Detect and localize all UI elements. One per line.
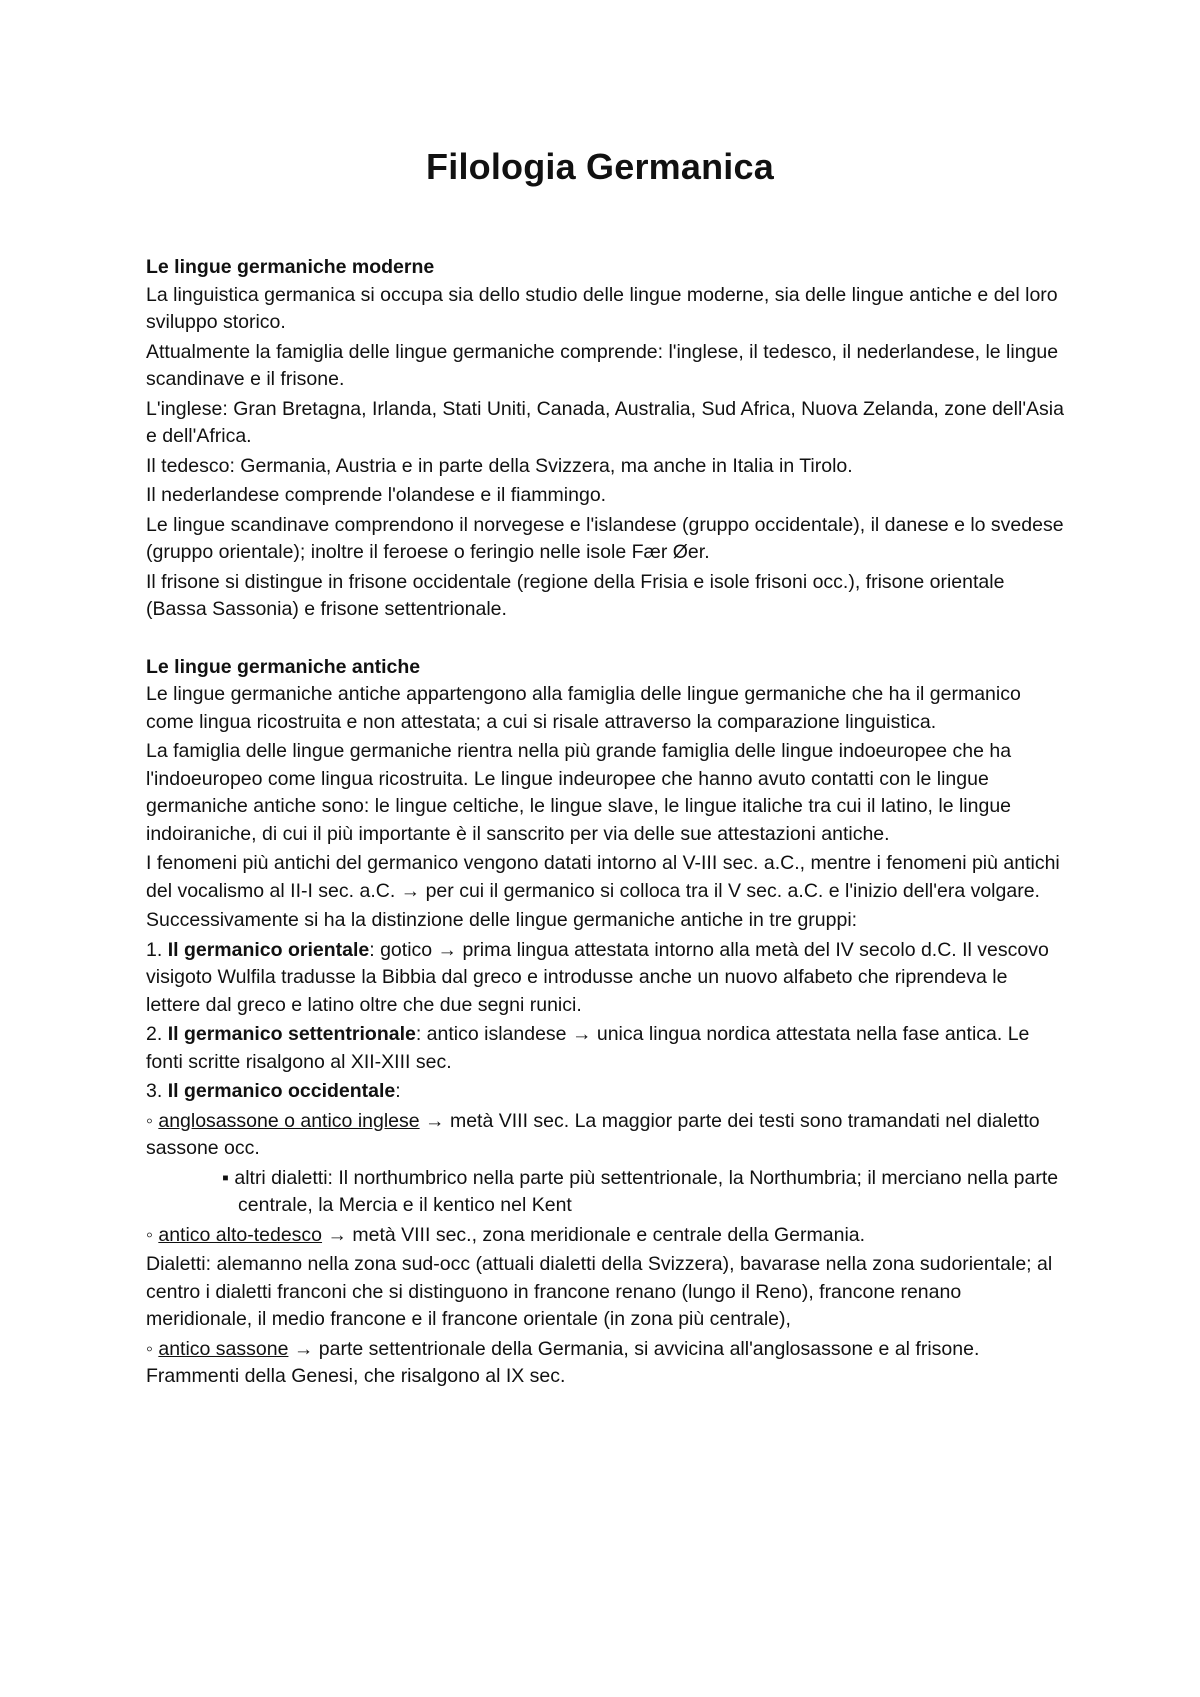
group-description: : antico islandese → unica lingua nordica attestata nella fase antica. Le fonti scritte risalgono al XII-XIII sec. bbox=[146, 1023, 1030, 1073]
paragraph: Le lingue germaniche antiche appartengono alla famiglia delle lingue germaniche che ha il germanico come lingua ricostruita e non attestata; a cui si risale attraverso la comparazione linguistica. bbox=[146, 683, 1021, 733]
dialects-description: altri dialetti: Il northumbrico nella parte più settentrionale, la Northumbria; il merciano nella parte centrale, la Mercia e il kentico nel Kent bbox=[234, 1166, 1059, 1216]
bullet-icon: ◦ bbox=[146, 1337, 159, 1360]
list-number: 3. bbox=[146, 1080, 168, 1102]
bullet-icon: ◦ bbox=[146, 1223, 159, 1246]
paragraph-dialects: Dialetti: alemanno nella zona sud-occ (attuali dialetti della Svizzera), bavarase nella zona sudorientale; al centro i dialetti franconi che si distinguono in francone renano (lungo il Reno), francone renano meridionale, il medio francone e il francone orientale (in zona più centrale), bbox=[146, 1253, 1053, 1330]
paragraph: Successivamente si ha la distinzione delle lingue germaniche antiche in tre gruppi: bbox=[146, 909, 858, 931]
list-item-group-north bbox=[146, 1021, 1066, 1076]
sub-list-item-old-high-german bbox=[146, 1222, 1066, 1250]
paragraph: La linguistica germanica si occupa sia dello studio delle lingue moderne, sia delle lingue antiche e del loro sviluppo storico. bbox=[146, 283, 1058, 333]
paragraph: Attualmente la famiglia delle lingue germaniche comprende: l'inglese, il tedesco, il nederlandese, le lingue scandinave e il frisone. bbox=[146, 340, 1059, 390]
language-description: → parte settentrionale della Germania, si avvicina all'anglosassone e al frisone. Frammenti della Genesi, che risalgono al IX sec. bbox=[146, 1337, 980, 1387]
group-name: Il germanico orientale bbox=[167, 938, 370, 961]
square-bullet-icon: ▪ bbox=[222, 1166, 235, 1189]
group-description: : bbox=[395, 1080, 401, 1102]
sub-list-item-old-saxon bbox=[146, 1336, 1066, 1391]
list-item-group-west bbox=[146, 1078, 1066, 1106]
list-number: 2. bbox=[146, 1023, 168, 1045]
paragraph: Il nederlandese comprende l'olandese e il fiammingo. bbox=[146, 484, 607, 506]
bullet-icon: ◦ bbox=[146, 1109, 159, 1132]
document-body bbox=[146, 254, 1066, 1393]
section-spacer bbox=[146, 626, 1066, 654]
language-description: → metà VIII sec., zona meridionale e centrale della Germania. bbox=[322, 1223, 866, 1246]
language-name: antico alto-tedesco bbox=[158, 1223, 323, 1246]
paragraph: L'inglese: Gran Bretagna, Irlanda, Stati Uniti, Canada, Australia, Sud Africa, Nuova Zelanda, zone dell'Asia e dell'Africa. bbox=[146, 397, 1064, 447]
list-item-group-east bbox=[146, 937, 1066, 1020]
paragraph: Le lingue scandinave comprendono il norvegese e l'islandese (gruppo occidentale), il danese e lo svedese (gruppo orientale); inoltre il feroese o feringio nelle isole Fær Øer. bbox=[146, 513, 1064, 563]
language-name: anglosassone o antico inglese bbox=[158, 1109, 420, 1132]
sub-list-item-anglosaxon bbox=[146, 1108, 1066, 1163]
group-name: Il germanico settentrionale bbox=[167, 1023, 416, 1045]
sub-sub-list-item-dialects bbox=[146, 1165, 1066, 1220]
paragraph: La famiglia delle lingue germaniche rientra nella più grande famiglia delle lingue indoeuropee che ha l'indoeuropeo come lingua ricostruita. Le lingue indeuropee che hanno avuto contatti con le lingue germaniche antiche sono: le lingue celtiche, le lingue slave, le lingue italiche tra cui il latino, le lingue indoiraniche, di cui il più importante è il sanscrito per via delle sue attestazioni antiche. bbox=[146, 740, 1012, 845]
language-description: → metà VIII sec. La maggior parte dei testi sono tramandati nel dialetto sassone occ. bbox=[146, 1109, 1040, 1159]
section-heading-modern: Le lingue germaniche moderne bbox=[146, 256, 435, 278]
language-name: antico sassone bbox=[158, 1337, 289, 1360]
paragraph: Il tedesco: Germania, Austria e in parte della Svizzera, ma anche in Italia in Tirolo. bbox=[146, 454, 853, 477]
paragraph: I fenomeni più antichi del germanico vengono datati intorno al V-III sec. a.C., mentre i fenomeni più antichi del vocalismo al II-I sec. a.C. → per cui il germanico si colloca tra il V sec. a.C. e l'inizio dell'era volgare. bbox=[146, 852, 1060, 902]
section-heading-ancient: Le lingue germaniche antiche bbox=[146, 655, 421, 678]
paragraph: Il frisone si distingue in frisone occidentale (regione della Frisia e isole frisoni occ.), frisone orientale (Bassa Sassonia) e frisone settentrionale. bbox=[146, 570, 1005, 620]
document-title: Filologia Germanica bbox=[426, 146, 774, 187]
group-name: Il germanico occidentale bbox=[167, 1080, 396, 1102]
group-description: : gotico → prima lingua attestata intorno alla metà del IV secolo d.C. Il vescovo visigoto Wulfila tradusse la Bibbia dal greco e introdusse anche un nuovo alfabeto che riprendeva le lettere dal greco e latino oltre che due segni runici. bbox=[146, 938, 1049, 1016]
list-number: 1. bbox=[146, 938, 168, 961]
